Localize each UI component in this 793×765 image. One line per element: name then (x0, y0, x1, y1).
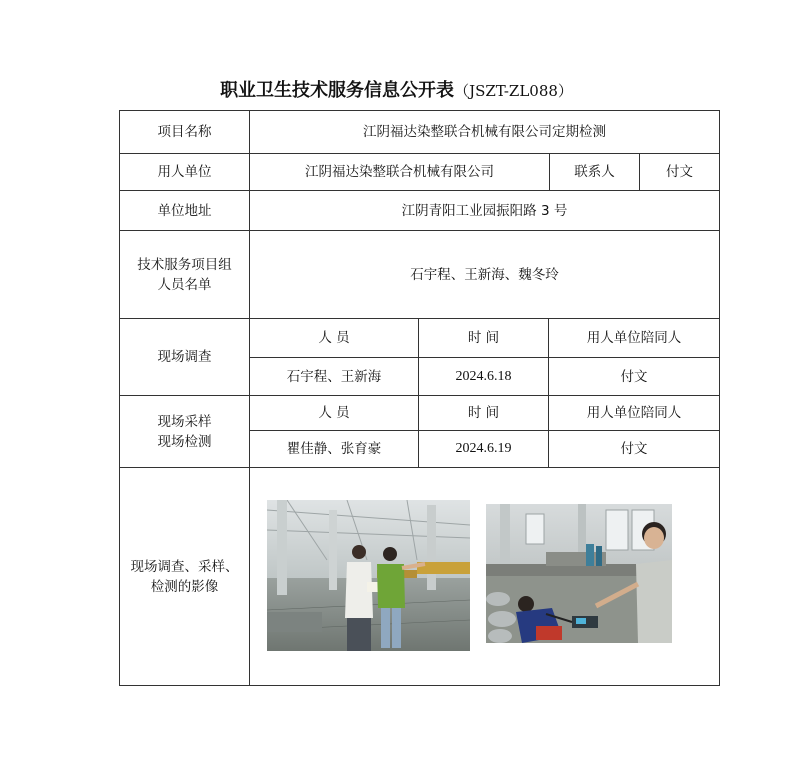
survey-header-people: 人 员 (318, 330, 350, 346)
images-label (120, 468, 249, 685)
contact-label: 联系人 (574, 164, 615, 180)
project-name-value: 江阴福达染整联合机械有限公司定期检测 (363, 124, 606, 140)
survey-escort: 付文 (620, 368, 648, 385)
survey-header-time: 时 间 (467, 330, 500, 346)
site-detection-photo (486, 504, 672, 643)
survey-header-escort: 用人单位陪同人 (586, 330, 682, 346)
sampling-escort: 付文 (620, 441, 648, 457)
survey-label: 现场调查 (157, 349, 212, 365)
document-title (0, 76, 793, 102)
team-label-line1: 技术服务项目组 (137, 256, 232, 273)
images-label-line2: 检测的影像 (150, 578, 219, 595)
sampling-header-escort: 用人单位陪同人 (586, 405, 682, 421)
site-survey-photo (267, 500, 470, 651)
sampling-label-line1: 现场采样 (157, 413, 212, 430)
team-value: 石宇程、王新海、魏冬玲 (410, 266, 559, 283)
sampling-label-line2: 现场检测 (157, 433, 212, 450)
employer-label: 用人单位 (157, 164, 212, 180)
employer-value: 江阴福达染整联合机械有限公司 (305, 164, 494, 180)
title-main: 职业卫生技术服务信息公开表 (220, 80, 455, 101)
sampling-people: 瞿佳静、张育豪 (286, 441, 382, 457)
title-code: （JSZT-ZL088） (454, 82, 573, 100)
contact-value: 付文 (666, 164, 693, 180)
survey-people: 石宇程、王新海 (286, 368, 382, 385)
team-label-line2: 人员名单 (157, 276, 212, 293)
survey-time: 2024.6.18 (455, 368, 512, 384)
address-label: 单位地址 (157, 202, 212, 219)
team-label (120, 231, 249, 318)
images-label-line1: 现场调查、采样、 (130, 558, 239, 575)
sampling-label (120, 396, 249, 467)
address-value: 江阴青阳工业园振阳路 3 号 (401, 202, 568, 219)
sampling-header-people: 人 员 (318, 405, 350, 421)
sampling-header-time: 时 间 (467, 405, 500, 421)
sampling-time: 2024.6.19 (455, 441, 512, 456)
project-name-label: 项目名称 (157, 124, 212, 140)
